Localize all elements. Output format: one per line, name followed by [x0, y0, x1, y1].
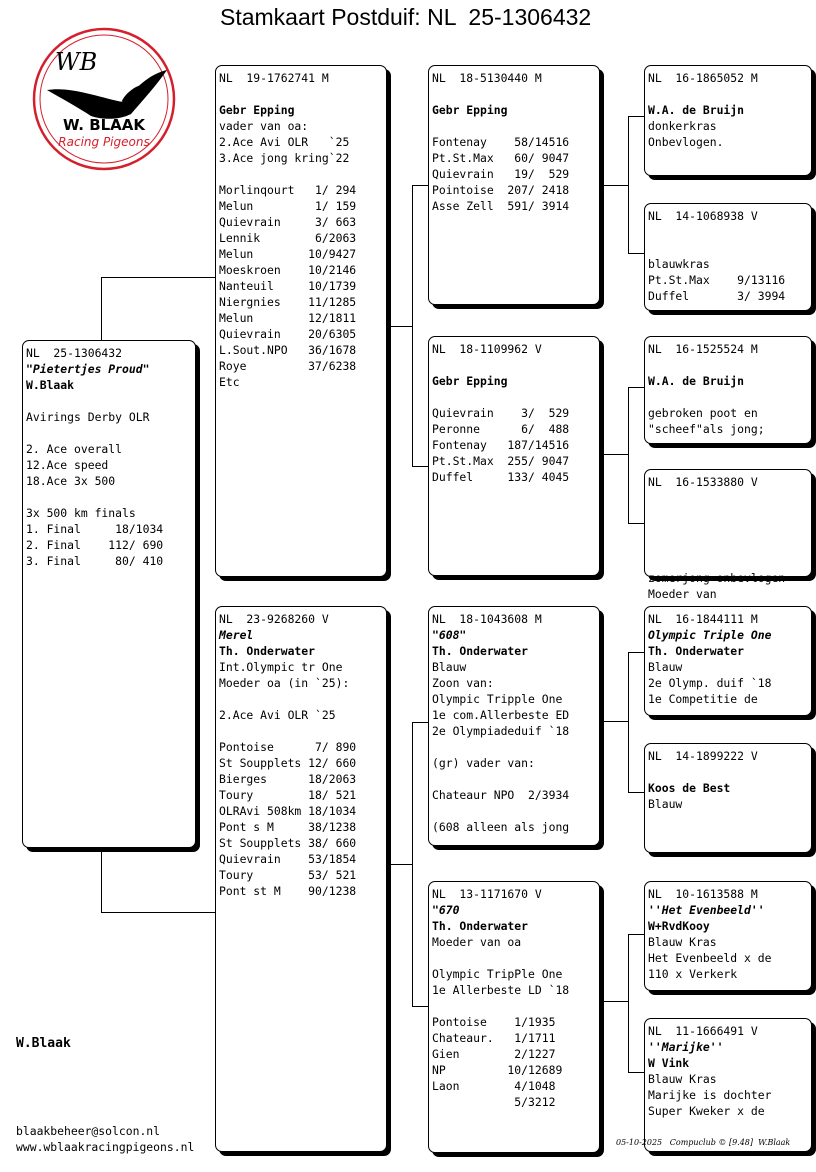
card-line	[648, 764, 808, 780]
owner-name: W.Blaak	[16, 1036, 71, 1051]
card-line: Moeder van	[648, 587, 717, 601]
card-line	[648, 86, 808, 102]
card-line: W.A. de Bruijn	[648, 374, 745, 388]
card-line: ''Marijke''	[648, 1040, 724, 1054]
card-line: Gebr Epping	[432, 103, 508, 117]
card-line: Int.Olympic tr One	[219, 660, 343, 674]
card-fmf	[644, 336, 812, 444]
card-line	[432, 118, 596, 134]
card-line: L.Sout.NPO 36/1678	[219, 343, 357, 357]
card-line: donkerkras	[648, 119, 717, 133]
card-line	[432, 950, 596, 966]
card-fff	[644, 65, 812, 176]
card-line: NL 16-1865052 M	[648, 71, 758, 85]
card-line: (gr) vader van:	[432, 756, 535, 770]
card-mother-mother	[428, 881, 600, 1153]
card-line: 2e Olympiadeduif `18	[432, 724, 570, 738]
card-line: 3x 500 km finals	[26, 506, 136, 520]
card-line: Chateaur. 1/1711	[432, 1031, 556, 1045]
card-line: Super Kweker x de	[648, 1104, 765, 1118]
card-line	[219, 691, 383, 707]
card-line: 1e Allerbeste LD `18	[432, 983, 570, 997]
card-line: Olympic Triple One	[648, 628, 772, 642]
card-line: 1. Final 18/1034	[26, 522, 164, 536]
card-line: Fontenay 58/14516	[432, 135, 570, 149]
card-line: (608 alleen als jong	[432, 820, 570, 834]
card-fmm	[644, 469, 812, 601]
card-line	[432, 771, 596, 787]
card-line: Lennik 6/2063	[219, 231, 357, 245]
card-line: 12.Ace speed	[26, 458, 109, 472]
card-line: W+RvdKooy	[648, 919, 710, 933]
card-line: Zoon van:	[432, 676, 494, 690]
card-line: Olympic TripPle One	[432, 967, 563, 981]
page-title: Stamkaart Postduif: NL 25-1306432	[220, 4, 592, 30]
card-line: 1e Competitie de	[648, 692, 758, 706]
card-line: Niergnies 11/1285	[219, 295, 357, 309]
card-line: Blauw Kras	[648, 935, 717, 949]
card-mother	[215, 606, 387, 1152]
card-line: Roye 37/6238	[219, 359, 357, 373]
card-line: NL 18-5130440 M	[432, 71, 542, 85]
card-line	[648, 490, 808, 506]
card-line: Koos de Best	[648, 781, 731, 795]
card-line: Blauw Kras	[648, 1072, 717, 1086]
card-line: NL 10-1613588 M	[648, 887, 758, 901]
card-line: Olympic Tripple One	[432, 692, 563, 706]
card-line: Pt.St.Max 9/13116	[648, 273, 786, 287]
card-line	[432, 357, 596, 373]
card-line: Morlinqourt 1/ 294	[219, 183, 357, 197]
card-line: NL 19-1762741 M	[219, 71, 329, 85]
card-line: 2. Final 112/ 690	[26, 538, 164, 552]
card-line	[26, 425, 192, 441]
card-line: Moeskroen 10/2146	[219, 263, 357, 277]
card-line: Moeder oa (in `25):	[219, 676, 350, 690]
card-line: Pontoise 7/ 890	[219, 740, 357, 754]
card-line: Avirings Derby OLR	[26, 410, 150, 424]
card-line: "670	[432, 903, 460, 917]
card-line: NL 16-1533880 V	[648, 475, 758, 489]
card-line: Pont s M 38/1238	[219, 820, 357, 834]
card-line	[432, 998, 596, 1014]
card-line	[219, 86, 383, 102]
card-line: W.A. de Bruijn	[648, 103, 745, 117]
card-line: Merel	[219, 628, 254, 642]
card-line: "Pietertjes Proud"	[26, 362, 150, 376]
card-mfm	[644, 743, 812, 853]
card-father	[215, 65, 387, 577]
card-line: 1e com.Allerbeste ED	[432, 708, 570, 722]
card-line: Asse Zell 591/ 3914	[432, 199, 570, 213]
card-line: Pontoise 1/1935	[432, 1015, 556, 1029]
card-line	[219, 166, 383, 182]
card-line	[648, 522, 808, 538]
card-line: NL 11-1666491 V	[648, 1024, 758, 1038]
card-line: Quievrain 19/ 529	[432, 167, 570, 181]
card-line: Melun 10/9427	[219, 247, 357, 261]
card-line: Toury 18/ 521	[219, 788, 357, 802]
card-line: 110 x Verkerk	[648, 967, 738, 981]
card-line: Gien 2/1227	[432, 1047, 556, 1061]
card-line: Fontenay 187/14516	[432, 438, 570, 452]
card-line: Moeder van oa	[432, 935, 522, 949]
card-line	[648, 357, 808, 373]
card-line: Pt.St.Max 60/ 9047	[432, 151, 570, 165]
card-line	[219, 723, 383, 739]
card-mmm	[644, 1018, 812, 1152]
card-line: Duffel 3/ 3994	[648, 289, 786, 303]
card-line: Quievrain 3/ 663	[219, 215, 357, 229]
card-line: Th. Onderwater	[432, 644, 529, 658]
card-line: Th. Onderwater	[432, 919, 529, 933]
card-line: Quievrain 53/1854	[219, 852, 357, 866]
card-line	[648, 506, 808, 522]
card-line: NL 14-1068938 V	[648, 209, 758, 223]
card-line: W.Blaak	[26, 378, 75, 392]
card-line	[648, 554, 808, 570]
card-line: 3.Ace jong kring`22	[219, 151, 350, 165]
card-line: Peronne 6/ 488	[432, 422, 570, 436]
card-line: Laon 4/1048	[432, 1079, 556, 1093]
card-line: 3. Final 80/ 410	[26, 554, 164, 568]
card-line: OLRAvi 508km 18/1034	[219, 804, 357, 818]
card-line: Blauw	[648, 660, 683, 674]
card-line: Marijke is dochter	[648, 1088, 772, 1102]
logo-subtitle: Racing Pigeons	[58, 135, 150, 149]
card-line: Toury 53/ 521	[219, 868, 357, 882]
card-line: St Soupplets 12/ 660	[219, 756, 357, 770]
card-line: NL 18-1109962 V	[432, 342, 542, 356]
card-line: Blauw	[648, 797, 683, 811]
card-line: W Vink	[648, 1056, 690, 1070]
card-line	[432, 389, 596, 405]
card-line: St Soupplets 38/ 660	[219, 836, 357, 850]
card-line: 18.Ace 3x 500	[26, 474, 116, 488]
card-line: Etc	[219, 375, 240, 389]
wblaak-logo	[31, 28, 177, 170]
card-line: Nanteuil 10/1739	[219, 279, 357, 293]
card-line: 5/3212	[432, 1095, 556, 1109]
card-line	[26, 393, 192, 409]
card-line: NP 10/12689	[432, 1063, 563, 1077]
card-line: 2.Ace Avi OLR `25	[219, 135, 350, 149]
card-line: NL 23-9268260 V	[219, 612, 329, 626]
card-line	[432, 86, 596, 102]
card-line: 2. Ace overall	[26, 442, 123, 456]
card-line: Gebr Epping	[432, 374, 508, 388]
card-line: gebroken poot en	[648, 406, 758, 420]
card-line: Gebr Epping	[219, 103, 295, 117]
card-line: NL 18-1043608 M	[432, 612, 542, 626]
card-father-father	[428, 65, 600, 305]
card-line: NL 14-1899222 V	[648, 749, 758, 763]
card-line: vader van oa:	[219, 119, 309, 133]
card-line: NL 16-1844111 M	[648, 612, 758, 626]
card-line: "608"	[432, 628, 467, 642]
card-line	[648, 538, 808, 554]
email-link[interactable]: blaakbeheer@solcon.nl	[16, 1124, 161, 1138]
card-line: NL 16-1525524 M	[648, 342, 758, 356]
card-line: NL 25-1306432	[26, 346, 123, 360]
logo-name: W. BLAAK	[62, 116, 146, 134]
card-line: Quievrain 3/ 529	[432, 406, 570, 420]
card-line	[648, 224, 808, 240]
card-line: Pointoise 207/ 2418	[432, 183, 570, 197]
card-line	[432, 739, 596, 755]
card-line: Melun 1/ 159	[219, 199, 357, 213]
print-stamp: 05-10-2025 Compuclub © [9.48] W.Blaak	[616, 1138, 791, 1147]
card-line: Th. Onderwater	[648, 644, 745, 658]
card-line: Pont st M 90/1238	[219, 884, 357, 898]
card-line: "scheef"als jong;	[648, 422, 765, 436]
card-line: Quievrain 20/6305	[219, 327, 357, 341]
card-mother-father	[428, 606, 600, 846]
card-line: Het Evenbeeld x de	[648, 951, 772, 965]
card-father-mother	[428, 336, 600, 576]
card-line: Blauw	[432, 660, 467, 674]
card-line: Chateaur NPO 2/3934	[432, 788, 570, 802]
card-line: Onbevlogen.	[648, 135, 724, 149]
card-line: Duffel 133/ 4045	[432, 470, 570, 484]
card-ffm	[644, 203, 812, 311]
card-line: Th. Onderwater	[219, 644, 316, 658]
card-line: NL 13-1171670 V	[432, 887, 542, 901]
logo-initials: WB	[55, 48, 98, 76]
card-line: 2e Olymp. duif `18	[648, 676, 772, 690]
card-line	[26, 489, 192, 505]
card-line: Melun 12/1811	[219, 311, 357, 325]
card-line	[648, 389, 808, 405]
card-line: blauwkras	[648, 257, 710, 271]
card-line	[648, 240, 808, 256]
card-subject	[22, 340, 196, 848]
card-mmf	[644, 881, 812, 991]
card-line: Bierges 18/2063	[219, 772, 357, 786]
card-line: 2.Ace Avi OLR `25	[219, 708, 336, 722]
website-link[interactable]: www.wblaakracingpigeons.nl	[16, 1140, 195, 1154]
card-line	[432, 803, 596, 819]
card-line: Pt.St.Max 255/ 9047	[432, 454, 570, 468]
card-line: ''Het Evenbeeld''	[648, 903, 765, 917]
card-line: zomerjong onbevlogen	[648, 571, 786, 585]
card-mff	[644, 606, 812, 716]
